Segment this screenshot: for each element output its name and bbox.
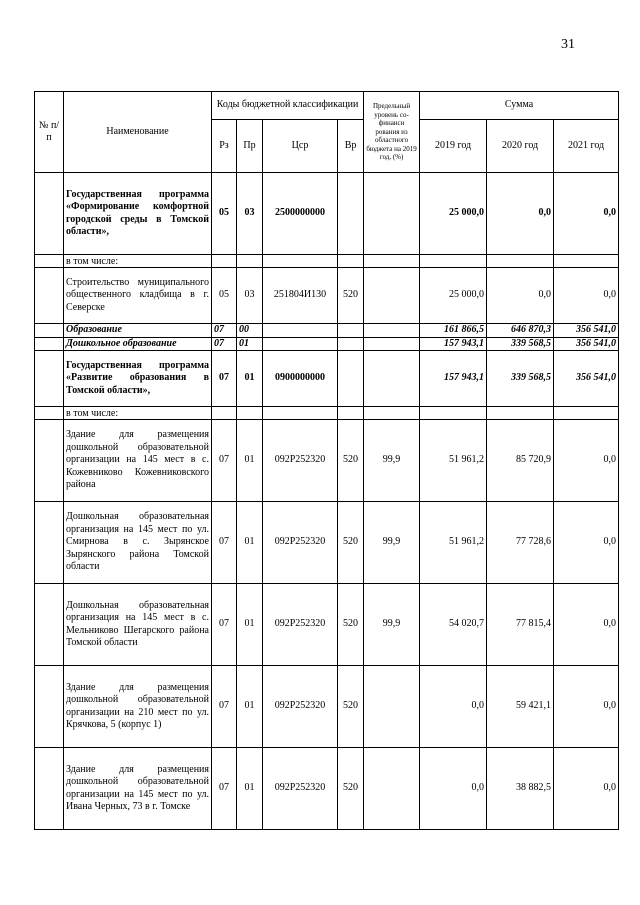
cell-vr: 520 bbox=[338, 502, 364, 584]
cell-rz: 07 bbox=[212, 420, 237, 502]
cell-2020: 85 720,9 bbox=[487, 420, 554, 502]
header-name: Наименование bbox=[64, 92, 212, 173]
cell-name: Здание для размещения дошкольной образовательной организации на 210 мест по ул. Крячкова, 5 (корпус 1) bbox=[64, 666, 212, 748]
table-row bbox=[35, 255, 619, 268]
cell-2019: 54 020,7 bbox=[420, 584, 487, 666]
cell-2019: 51 961,2 bbox=[420, 502, 487, 584]
cell-vr: 520 bbox=[338, 420, 364, 502]
cell-vr: 520 bbox=[338, 268, 364, 324]
cell-2019: 0,0 bbox=[420, 666, 487, 748]
cell-2019 bbox=[420, 407, 487, 420]
cell-rz bbox=[212, 255, 237, 268]
cell-vr bbox=[338, 351, 364, 407]
cell-cofin bbox=[364, 666, 420, 748]
table-row bbox=[35, 666, 619, 748]
cell-vr bbox=[338, 407, 364, 420]
header-cofinancing: Предельный уровень со-финанси рования из областного бюджета на 2019 год, (%) bbox=[364, 92, 420, 173]
cell-rz: 07 bbox=[212, 337, 237, 351]
cell-num bbox=[35, 666, 64, 748]
table-row bbox=[35, 748, 619, 830]
cell-pr: 01 bbox=[237, 666, 263, 748]
cell-csr: 251804И130 bbox=[263, 268, 338, 324]
cell-num bbox=[35, 748, 64, 830]
cell-pr: 01 bbox=[237, 584, 263, 666]
cell-2019 bbox=[420, 255, 487, 268]
cell-name: Дошкольное образование bbox=[64, 337, 212, 351]
cell-vr bbox=[338, 255, 364, 268]
cell-cofin bbox=[364, 324, 420, 338]
cell-cofin bbox=[364, 337, 420, 351]
cell-cofin: 99,9 bbox=[364, 420, 420, 502]
table-row bbox=[35, 420, 619, 502]
cell-cofin bbox=[364, 407, 420, 420]
cell-csr: 0900000000 bbox=[263, 351, 338, 407]
cell-rz: 07 bbox=[212, 351, 237, 407]
cell-vr bbox=[338, 337, 364, 351]
cell-csr bbox=[263, 324, 338, 338]
cell-cofin: 99,9 bbox=[364, 584, 420, 666]
cell-num bbox=[35, 502, 64, 584]
page-number: 31 bbox=[561, 37, 575, 52]
cell-2020: 77 815,4 bbox=[487, 584, 554, 666]
cell-csr: 092P252320 bbox=[263, 666, 338, 748]
header-vr: Вр bbox=[338, 120, 364, 173]
cell-cofin bbox=[364, 351, 420, 407]
cell-2020 bbox=[487, 255, 554, 268]
cell-2019: 0,0 bbox=[420, 748, 487, 830]
cell-2020: 59 421,1 bbox=[487, 666, 554, 748]
cell-2019: 157 943,1 bbox=[420, 337, 487, 351]
cell-2021 bbox=[554, 407, 619, 420]
cell-2019: 161 866,5 bbox=[420, 324, 487, 338]
cell-2021: 0,0 bbox=[554, 502, 619, 584]
cell-2019: 25 000,0 bbox=[420, 268, 487, 324]
table-row bbox=[35, 268, 619, 324]
cell-csr bbox=[263, 255, 338, 268]
cell-rz: 07 bbox=[212, 666, 237, 748]
header-2021: 2021 год bbox=[554, 120, 619, 173]
cell-rz: 05 bbox=[212, 268, 237, 324]
table-row bbox=[35, 324, 619, 338]
cell-vr bbox=[338, 324, 364, 338]
cell-name: в том числе: bbox=[64, 407, 212, 420]
table-row bbox=[35, 337, 619, 351]
cell-num bbox=[35, 351, 64, 407]
cell-cofin: 99,9 bbox=[364, 502, 420, 584]
cell-cofin bbox=[364, 255, 420, 268]
header-2019: 2019 год bbox=[420, 120, 487, 173]
header-num: № п/п bbox=[35, 92, 64, 173]
cell-2020: 646 870,3 bbox=[487, 324, 554, 338]
cell-2020: 339 568,5 bbox=[487, 337, 554, 351]
cell-2019: 51 961,2 bbox=[420, 420, 487, 502]
table-row bbox=[35, 584, 619, 666]
cell-num bbox=[35, 407, 64, 420]
cell-pr: 01 bbox=[237, 502, 263, 584]
cell-2021: 0,0 bbox=[554, 173, 619, 255]
cell-name: Государственная программа «Развитие образования в Томской области», bbox=[64, 351, 212, 407]
cell-csr bbox=[263, 407, 338, 420]
cell-pr: 01 bbox=[237, 420, 263, 502]
cell-csr bbox=[263, 337, 338, 351]
cell-csr: 092P252320 bbox=[263, 584, 338, 666]
cell-num bbox=[35, 337, 64, 351]
cell-pr: 00 bbox=[237, 324, 263, 338]
cell-pr bbox=[237, 407, 263, 420]
cell-rz: 07 bbox=[212, 748, 237, 830]
cell-2021: 356 541,0 bbox=[554, 351, 619, 407]
cell-rz bbox=[212, 407, 237, 420]
cell-num bbox=[35, 420, 64, 502]
cell-name: Дошкольная образовательная организация на 145 мест в с. Мельниково Шегарского района Томской области bbox=[64, 584, 212, 666]
header-sum: Сумма bbox=[420, 92, 619, 120]
cell-pr: 03 bbox=[237, 173, 263, 255]
cell-2021 bbox=[554, 255, 619, 268]
cell-2020: 77 728,6 bbox=[487, 502, 554, 584]
cell-pr bbox=[237, 255, 263, 268]
cell-vr bbox=[338, 173, 364, 255]
cell-2020: 0,0 bbox=[487, 268, 554, 324]
table-row bbox=[35, 502, 619, 584]
cell-2019: 157 943,1 bbox=[420, 351, 487, 407]
cell-rz: 07 bbox=[212, 324, 237, 338]
cell-name: Здание для размещения дошкольной образовательной организации на 145 мест по ул. Ивана Черных, 73 в г. Томске bbox=[64, 748, 212, 830]
cell-num bbox=[35, 173, 64, 255]
cell-csr: 092P252320 bbox=[263, 748, 338, 830]
cell-pr: 01 bbox=[237, 748, 263, 830]
cell-name: Строительство муниципального общественного кладбища в г. Северске bbox=[64, 268, 212, 324]
cell-2021: 356 541,0 bbox=[554, 337, 619, 351]
cell-2021: 356 541,0 bbox=[554, 324, 619, 338]
cell-csr: 2500000000 bbox=[263, 173, 338, 255]
table-row bbox=[35, 407, 619, 420]
cell-num bbox=[35, 584, 64, 666]
cell-pr: 01 bbox=[237, 351, 263, 407]
cell-cofin bbox=[364, 748, 420, 830]
cell-2021: 0,0 bbox=[554, 420, 619, 502]
cell-num bbox=[35, 268, 64, 324]
cell-name: в том числе: bbox=[64, 255, 212, 268]
cell-rz: 07 bbox=[212, 584, 237, 666]
cell-vr: 520 bbox=[338, 666, 364, 748]
cell-2020 bbox=[487, 407, 554, 420]
cell-num bbox=[35, 324, 64, 338]
cell-2021: 0,0 bbox=[554, 666, 619, 748]
cell-2021: 0,0 bbox=[554, 268, 619, 324]
cell-name: Здание для размещения дошкольной образовательной организации на 145 мест в с. Кожевниково Кожевниковского района bbox=[64, 420, 212, 502]
cell-2020: 0,0 bbox=[487, 173, 554, 255]
cell-pr: 01 bbox=[237, 337, 263, 351]
cell-2020: 38 882,5 bbox=[487, 748, 554, 830]
cell-pr: 03 bbox=[237, 268, 263, 324]
cell-2021: 0,0 bbox=[554, 748, 619, 830]
cell-name: Дошкольная образовательная организация на 145 мест по ул. Смирнова в с. Зырянское Зырянского района Томской области bbox=[64, 502, 212, 584]
cell-rz: 05 bbox=[212, 173, 237, 255]
cell-name: Государственная программа «Формирование комфортной городской среды в Томской области», bbox=[64, 173, 212, 255]
header-pr: Пр bbox=[237, 120, 263, 173]
cell-name: Образование bbox=[64, 324, 212, 338]
table-row bbox=[35, 351, 619, 407]
cell-csr: 092P252320 bbox=[263, 420, 338, 502]
cell-2020: 339 568,5 bbox=[487, 351, 554, 407]
cell-cofin bbox=[364, 268, 420, 324]
cell-rz: 07 bbox=[212, 502, 237, 584]
cell-csr: 092P252320 bbox=[263, 502, 338, 584]
budget-table bbox=[34, 91, 619, 830]
header-codes: Коды бюджетной классификации bbox=[212, 92, 364, 120]
header-csr: Цср bbox=[263, 120, 338, 173]
cell-2021: 0,0 bbox=[554, 584, 619, 666]
header-rz: Рз bbox=[212, 120, 237, 173]
cell-vr: 520 bbox=[338, 748, 364, 830]
cell-2019: 25 000,0 bbox=[420, 173, 487, 255]
cell-vr: 520 bbox=[338, 584, 364, 666]
cell-cofin bbox=[364, 173, 420, 255]
cell-num bbox=[35, 255, 64, 268]
table-row bbox=[35, 173, 619, 255]
header-2020: 2020 год bbox=[487, 120, 554, 173]
